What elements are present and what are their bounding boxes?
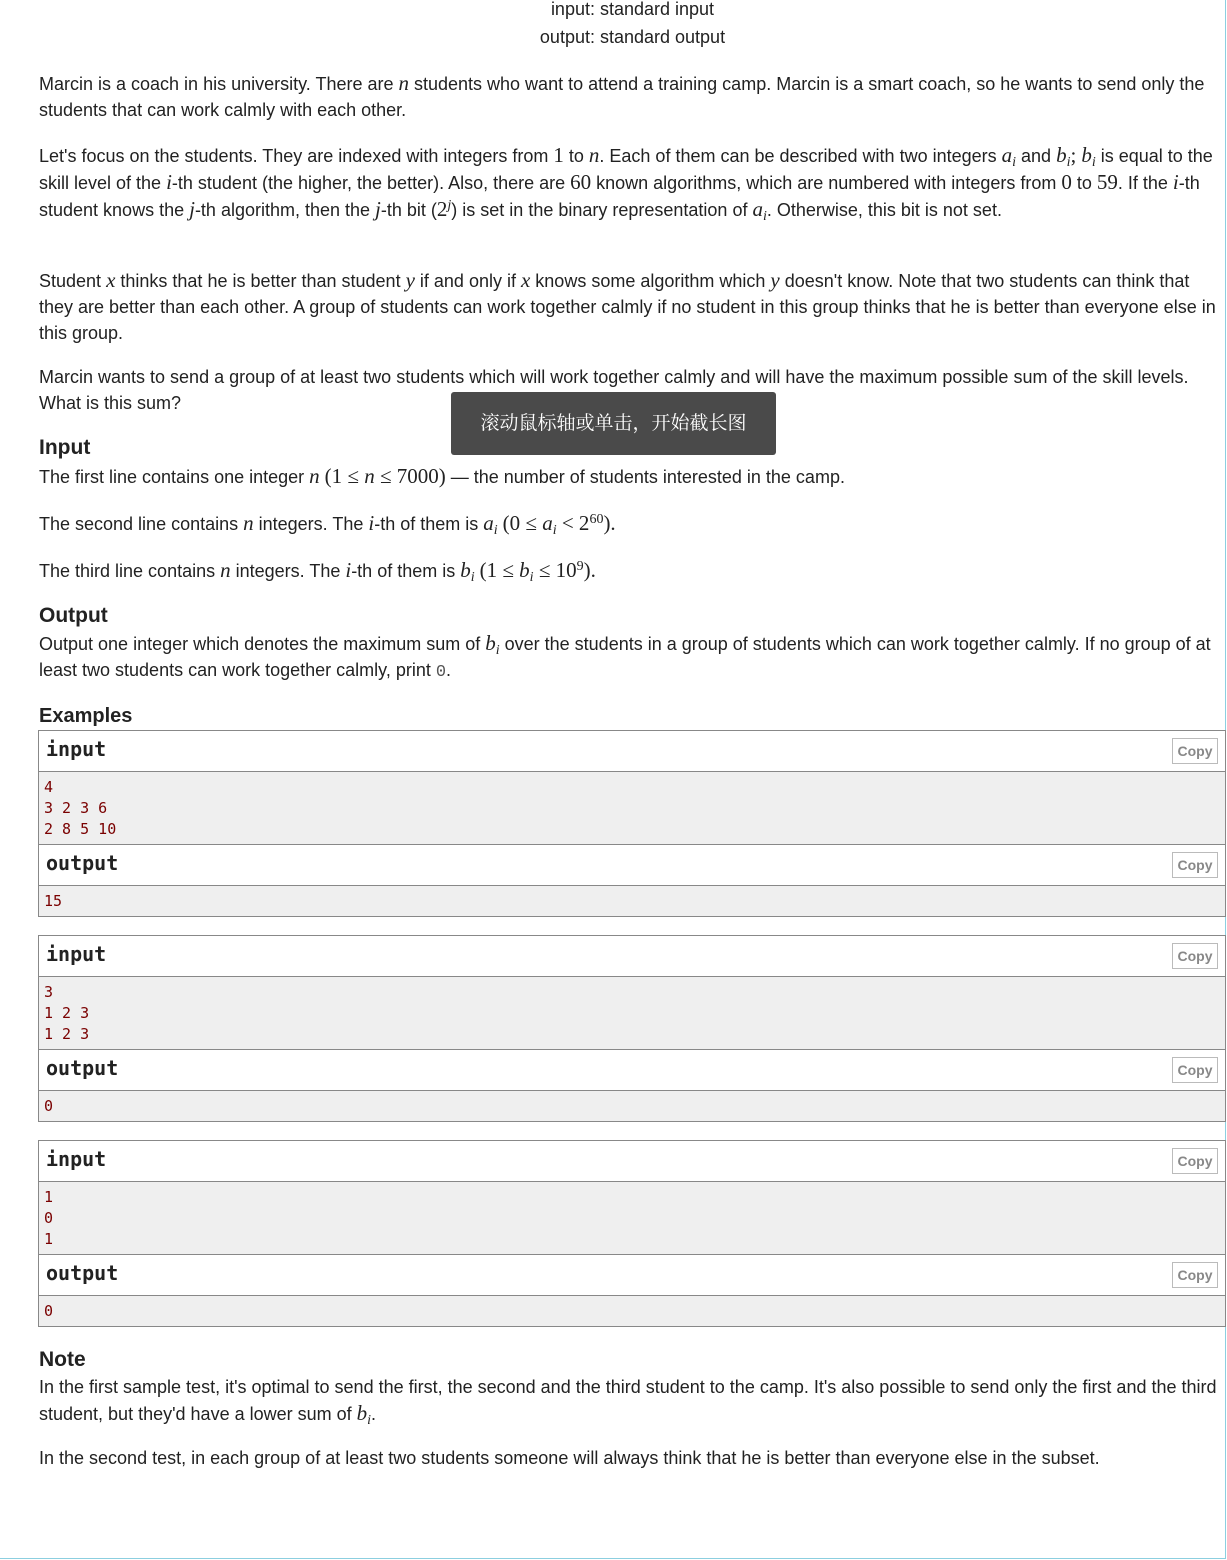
sample-input-label: input [46, 1147, 107, 1171]
sample-output-label: output [46, 1056, 119, 1080]
input-line-3: The third line contains n integers. The i-th of them is $b_i$ $(1 \le b_i \le 10^9)$. [39, 558, 596, 585]
statement-paragraph-2: Let's focus on the students. They are indexed with integers from 1 to n. Each of them can be described with two integers $a_i$ and $b_i$; $b_i$ is equal to the skill level of the i-th student (the higher, the better). Also, there are 60 known algorithms, which are numbered with integers from 0 to 59. If the i-th student knows the j-th algorithm, then the j-th bit (2$^j$) is set in the binary representation of $a_i$. Otherwise, this bit is not set. [39, 143, 1213, 224]
sample-test-3 [38, 1140, 1226, 1327]
sample-input-content: 3 1 2 3 1 2 3 [39, 977, 1225, 1050]
copy-input-button[interactable]: Copy [1172, 738, 1218, 764]
statement-paragraph-4: Marcin wants to send a group of at least two students which will work together calmly and will have the maximum possible sum of the skill levels. What is this sum? [39, 367, 1189, 413]
copy-input-button[interactable]: Copy [1172, 1148, 1218, 1174]
statement-paragraph-3: Student x thinks that he is better than student y if and only if x knows some algorithm which y doesn't know. Note that two students can think that they are better than each other. A group of students can work together calmly if no student in this group thinks that he is better than everyone else in this group. [39, 268, 1216, 343]
screenshot-tooltip[interactable]: 滚动鼠标轴或单击，开始截长图 [451, 392, 776, 455]
sample-test-2 [38, 935, 1226, 1122]
sample-input-content: 4 3 2 3 6 2 8 5 10 [39, 772, 1225, 845]
input-spec: input: standard input [550, 0, 715, 19]
input-line-1: The first line contains one integer n (1 ≤ n ≤ 7000) — the number of students interested in the camp. [39, 464, 845, 488]
input-section-title: Input [39, 436, 91, 459]
statement-paragraph-1: Marcin is a coach in his university. There are n students who want to attend a training camp. Marcin is a smart coach, so he wants to send only the students that can work calmly with each other. [39, 71, 1205, 120]
sample-output-header [39, 845, 1225, 886]
sample-output-content: 0 [39, 1296, 1225, 1326]
note-paragraph-2: In the second test, in each group of at least two students someone will always think that he is better than everyone else in the subset. [39, 1448, 1100, 1468]
sample-test-1 [38, 730, 1226, 917]
sample-input-content: 1 0 1 [39, 1182, 1225, 1255]
sample-output-header [39, 1050, 1225, 1091]
sample-input-header [39, 1141, 1225, 1182]
note-title: Note [39, 1348, 86, 1371]
copy-output-button[interactable]: Copy [1172, 852, 1218, 878]
sample-output-content: 15 [39, 886, 1225, 916]
copy-output-button[interactable]: Copy [1172, 1057, 1218, 1083]
sample-output-label: output [46, 851, 119, 875]
sample-output-label: output [46, 1261, 119, 1285]
sample-input-header [39, 731, 1225, 772]
sample-input-header [39, 936, 1225, 977]
input-line-2: The second line contains n integers. The i-th of them is $a_i$ $(0 \le a_i < 2^{60})$. [39, 511, 616, 538]
sample-input-label: input [46, 737, 107, 761]
output-section-title: Output [39, 604, 108, 627]
output-description: Output one integer which denotes the maximum sum of $b_i$ over the students in a group of students which can work together calmly. If no group of at least two students can work together calmly, print 0. [39, 631, 1211, 682]
copy-output-button[interactable]: Copy [1172, 1262, 1218, 1288]
examples-title: Examples [39, 705, 133, 727]
sample-output-header [39, 1255, 1225, 1296]
copy-input-button[interactable]: Copy [1172, 943, 1218, 969]
sample-input-label: input [46, 942, 107, 966]
sample-output-content: 0 [39, 1091, 1225, 1121]
output-spec: output: standard output [539, 27, 726, 47]
note-paragraph-1: In the first sample test, it's optimal to send the first, the second and the third student to the camp. It's also possible to send only the first and the third student, but they'd have a lower sum of $b_i$. [39, 1377, 1217, 1428]
